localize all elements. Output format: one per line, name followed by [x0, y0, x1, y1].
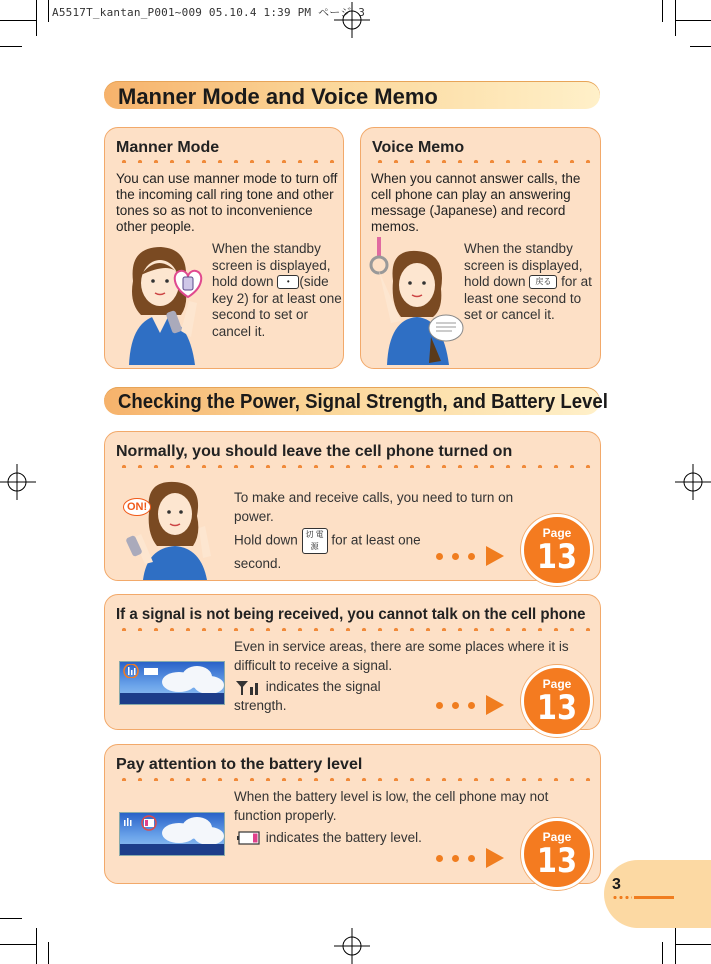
power-hold-instruction: Hold down 切 電源 for at least one second.: [234, 530, 421, 571]
card-title: Pay attention to the battery level: [116, 756, 363, 773]
crop-mark: [662, 0, 663, 22]
woman-on-train-illustration: [367, 237, 467, 365]
dotted-divider: [116, 159, 338, 163]
voice-instruction: When the standby screen is displayed, hold down 戻る for at least one second to set or cancel it.: [464, 241, 592, 322]
standby-screen-signal-image: [119, 661, 225, 705]
registration-mark-top: [330, 2, 374, 38]
manner-mode-card: [104, 127, 344, 369]
section-title: Checking the Power, Signal Strength, and Battery Level: [118, 391, 608, 413]
crop-mark: [0, 46, 22, 47]
forward-arrow-icon: [436, 546, 504, 566]
registration-mark-bottom: [330, 928, 374, 964]
page-reference-badge[interactable]: Page 13: [521, 514, 593, 586]
crop-mark: [675, 0, 676, 36]
page-number-tab: [604, 860, 711, 928]
manner-intro: You can use manner mode to turn off the incoming call ring tone and other tones so as not to inconvenience other people.: [116, 171, 338, 234]
crop-mark: [0, 20, 36, 21]
forward-arrow-icon: [436, 695, 504, 715]
crop-mark: [0, 944, 36, 945]
forward-arrow-icon: [436, 848, 504, 868]
power-line1: To make and receive calls, you need to turn on power.: [234, 490, 514, 524]
battery-low-icon: [236, 830, 262, 846]
section-title: Manner Mode and Voice Memo: [118, 84, 438, 109]
crop-mark: [36, 0, 37, 36]
voice-memo-card: [360, 127, 601, 369]
card-title: If a signal is not being received, you cannot talk on the cell phone: [116, 606, 586, 623]
crop-mark: [662, 942, 663, 964]
signal-strength-icon: [234, 679, 262, 695]
card-title: Voice Memo: [372, 139, 465, 156]
signal-line1: Even in service areas, there are some places where it is difficult to receive a signal.: [234, 639, 569, 673]
print-header: A5517T_kantan_P001~009 05.10.4 1:39 PM ページ 3: [52, 6, 366, 19]
back-key-icon: 戻る: [529, 275, 557, 289]
power-key-icon: 切 電源: [302, 528, 328, 554]
crop-mark: [48, 942, 49, 964]
section-banner-manner-voice: [104, 81, 600, 109]
dotted-divider: [116, 777, 594, 781]
on-speech-bubble: ON!: [123, 498, 151, 516]
battery-line1: When the battery level is low, the cell phone may not function properly.: [234, 789, 549, 823]
crop-mark: [676, 20, 711, 21]
crop-mark: [676, 944, 711, 945]
manner-instruction: When the standby screen is displayed, hold down • (side key 2) for at least one second to set or cancel it.: [212, 241, 342, 339]
registration-mark-left: [0, 462, 36, 502]
dotted-divider: [372, 159, 594, 163]
signal-strength-icon: [122, 664, 162, 678]
card-title: Normally, you should leave the cell phone turned on: [116, 443, 513, 460]
crop-mark: [36, 928, 37, 964]
crop-mark: [690, 46, 711, 47]
signal-indicates: indicates the signal strength.: [234, 679, 381, 713]
registration-mark-right: [675, 462, 711, 502]
dotted-divider: [612, 896, 632, 899]
crop-mark: [48, 0, 49, 22]
crop-mark: [0, 918, 22, 919]
standby-screen-battery-image: [119, 812, 225, 856]
woman-power-on-illustration: [119, 476, 217, 580]
page-reference-badge[interactable]: Page 13: [521, 818, 593, 890]
card-title: Manner Mode: [116, 139, 220, 156]
speech-bubble-icon: [427, 313, 465, 345]
battery-low-icon: [122, 815, 162, 831]
crop-mark: [675, 928, 676, 964]
page-number: 3: [612, 876, 621, 893]
side-key-icon: •: [277, 275, 299, 289]
hand-key-icon: [170, 265, 206, 299]
page-reference-badge[interactable]: Page 13: [521, 665, 593, 737]
dotted-divider: [116, 627, 594, 631]
battery-indicates: indicates the battery level.: [236, 828, 426, 847]
dotted-divider: [116, 464, 594, 468]
woman-with-phone-illustration: [111, 241, 211, 365]
page-tab-line: [634, 896, 674, 899]
voice-intro: When you cannot answer calls, the cell phone can play an answering message (Japanese) and record memos.: [371, 171, 581, 234]
section-banner-power-signal: [104, 387, 608, 415]
